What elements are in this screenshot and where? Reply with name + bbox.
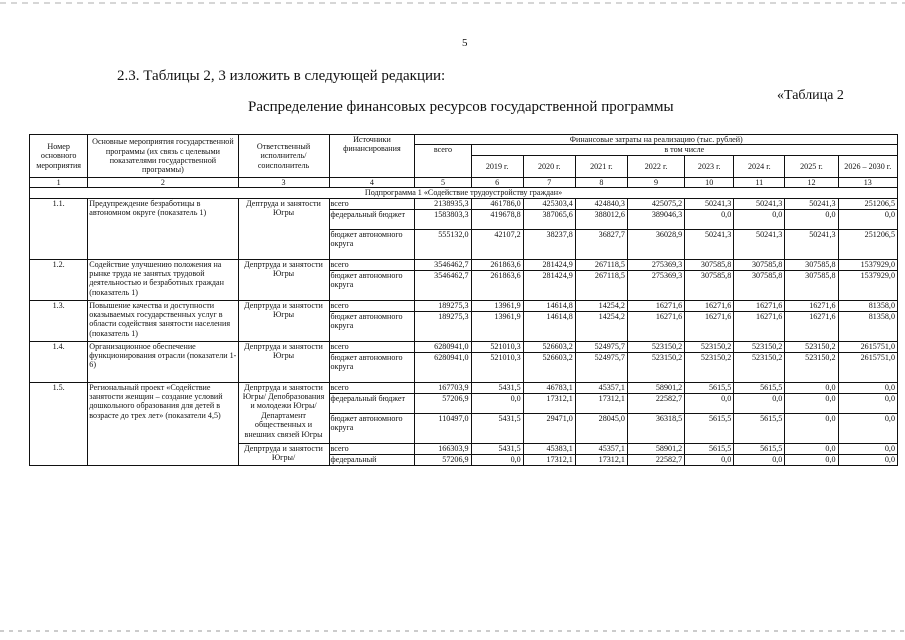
executor: Депртруда и занятости Югры [238, 300, 329, 341]
year-value: 36318,5 [627, 413, 684, 443]
year-value: 1537929,0 [838, 270, 897, 300]
year-value: 524975,7 [575, 352, 627, 382]
year-value: 5431,5 [471, 413, 523, 443]
header-costs: Финансовые затраты на реализацию (тыс. рублей) [415, 135, 898, 145]
year-value: 29471,0 [523, 413, 575, 443]
section-heading: 2.3. Таблицы 2, 3 изложить в следующей редакции: [117, 68, 446, 84]
table-row [30, 341, 898, 352]
year-value: 38237,8 [523, 229, 575, 259]
year-value: 275369,3 [627, 259, 684, 270]
activity-name: Содействие улучшению положения на рынке труда не занятых трудовой деятельностью и безработных граждан (показатель 1) [88, 259, 238, 300]
funding-source: федеральный [329, 454, 415, 465]
executor: Депртруда и занятости Югры [238, 259, 329, 300]
header-year: 2024 г. [734, 155, 785, 177]
year-value: 523150,2 [785, 341, 838, 352]
year-value: 0,0 [838, 393, 897, 413]
activity-name: Региональный проект «Содействие занятости женщин – создание условий дошкольного образования для детей в возрасте до трех лет» (показатели 4,5) [88, 382, 238, 465]
column-index-cell: 2 [88, 177, 238, 187]
year-value: 0,0 [471, 393, 523, 413]
year-value: 267118,5 [575, 259, 627, 270]
year-value: 81358,0 [838, 311, 897, 341]
year-value: 46783,1 [523, 382, 575, 393]
activity-name: Повышение качества и доступности оказываемых государственных услуг в области содействия занятости населения (показатель 1) [88, 300, 238, 341]
year-value: 58901,2 [627, 443, 684, 454]
year-value: 261863,6 [471, 270, 523, 300]
year-value: 0,0 [685, 454, 734, 465]
column-index-row [30, 177, 898, 187]
year-value: 307585,8 [685, 259, 734, 270]
year-value: 419678,8 [471, 209, 523, 229]
year-value: 0,0 [785, 393, 838, 413]
year-value: 13961,9 [471, 300, 523, 311]
year-value: 461786,0 [471, 198, 523, 209]
year-value: 5615,5 [685, 413, 734, 443]
activity-name: Организационное обеспечение функционирования отрасли (показатели 1-6) [88, 341, 238, 382]
funding-source: всего [329, 300, 415, 311]
year-value: 16271,6 [785, 300, 838, 311]
total-value: 3546462,7 [415, 270, 471, 300]
year-value: 58901,2 [627, 382, 684, 393]
table-row [30, 198, 898, 209]
funding-source: всего [329, 443, 415, 454]
year-value: 387065,6 [523, 209, 575, 229]
column-index-cell: 5 [415, 177, 471, 187]
header-incl: в том числе [471, 145, 897, 155]
table-label: «Таблица 2 [777, 88, 844, 103]
year-value: 45383,1 [523, 443, 575, 454]
activity-number: 1.5. [30, 382, 88, 465]
table-title: Распределение финансовых ресурсов государственной программы [248, 99, 674, 115]
header-source: Источники финансирования [329, 135, 415, 178]
year-value: 0,0 [734, 454, 785, 465]
activity-name: Предупреждение безработицы в автономном округе (показатель 1) [88, 198, 238, 259]
funding-source: федеральный бюджет [329, 209, 415, 229]
scan-artifact-bottom [0, 630, 905, 632]
year-value: 16271,6 [685, 300, 734, 311]
header-year: 2026 – 2030 г. [838, 155, 897, 177]
year-value: 50241,3 [785, 198, 838, 209]
year-value: 521010,3 [471, 341, 523, 352]
year-value: 0,0 [838, 454, 897, 465]
year-value: 17312,1 [523, 454, 575, 465]
total-value: 189275,3 [415, 311, 471, 341]
header-total: всего [415, 145, 471, 177]
year-value: 0,0 [838, 443, 897, 454]
total-value: 167703,9 [415, 382, 471, 393]
year-value: 0,0 [838, 382, 897, 393]
year-value: 14614,8 [523, 300, 575, 311]
year-value: 521010,3 [471, 352, 523, 382]
year-value: 523150,2 [785, 352, 838, 382]
year-value: 389046,3 [627, 209, 684, 229]
year-value: 50241,3 [685, 198, 734, 209]
year-value: 16271,6 [627, 311, 684, 341]
funding-source: бюджет автономного округа [329, 270, 415, 300]
year-value: 28045,0 [575, 413, 627, 443]
year-value: 523150,2 [627, 341, 684, 352]
header-year: 2023 г. [685, 155, 734, 177]
column-index-cell: 12 [785, 177, 838, 187]
year-value: 5615,5 [685, 382, 734, 393]
executor: Депртруда и занятости Югры [238, 341, 329, 382]
year-value: 0,0 [734, 393, 785, 413]
funding-source: всего [329, 259, 415, 270]
year-value: 0,0 [838, 413, 897, 443]
year-value: 523150,2 [685, 341, 734, 352]
year-value: 267118,5 [575, 270, 627, 300]
year-value: 307585,8 [734, 270, 785, 300]
header-num: Номер основного мероприятия [30, 135, 88, 178]
activity-number: 1.4. [30, 341, 88, 382]
year-value: 307585,8 [685, 270, 734, 300]
year-value: 45357,1 [575, 382, 627, 393]
year-value: 50241,3 [734, 229, 785, 259]
year-value: 424840,3 [575, 198, 627, 209]
column-index-cell: 3 [238, 177, 329, 187]
total-value: 110497,0 [415, 413, 471, 443]
year-value: 45357,1 [575, 443, 627, 454]
total-value: 166303,9 [415, 443, 471, 454]
funding-source: бюджет автономного округа [329, 311, 415, 341]
year-value: 16271,6 [627, 300, 684, 311]
header-year: 2021 г. [575, 155, 627, 177]
header-year: 2020 г. [523, 155, 575, 177]
table-row [30, 300, 898, 311]
year-value: 5431,5 [471, 382, 523, 393]
year-value: 14254,2 [575, 311, 627, 341]
subprogram-title: Подпрограмма 1 «Содействие трудоустройству граждан» [30, 188, 898, 198]
total-value: 2138935,3 [415, 198, 471, 209]
executor: Дептруда и занятости Югры [238, 198, 329, 259]
year-value: 261863,6 [471, 259, 523, 270]
column-index-cell: 4 [329, 177, 415, 187]
year-value: 275369,3 [627, 270, 684, 300]
year-value: 0,0 [785, 413, 838, 443]
total-value: 555132,0 [415, 229, 471, 259]
funding-source: бюджет автономного округа [329, 413, 415, 443]
year-value: 22582,7 [627, 454, 684, 465]
header-year: 2025 г. [785, 155, 838, 177]
year-value: 16271,6 [685, 311, 734, 341]
table-row [30, 382, 898, 393]
year-value: 307585,8 [785, 270, 838, 300]
column-index-cell: 13 [838, 177, 897, 187]
year-value: 5431,5 [471, 443, 523, 454]
header-year: 2019 г. [471, 155, 523, 177]
column-index-cell: 7 [523, 177, 575, 187]
year-value: 0,0 [838, 209, 897, 229]
header-executor: Ответственный исполнитель/ соисполнитель [238, 135, 329, 178]
year-value: 36827,7 [575, 229, 627, 259]
year-value: 251206,5 [838, 229, 897, 259]
column-index-cell: 1 [30, 177, 88, 187]
total-value: 189275,3 [415, 300, 471, 311]
header-year: 2022 г. [627, 155, 684, 177]
executor: Депртруда и занятости Югры/ [238, 443, 329, 465]
year-value: 2615751,0 [838, 341, 897, 352]
column-index-cell: 8 [575, 177, 627, 187]
year-value: 523150,2 [627, 352, 684, 382]
year-value: 5615,5 [734, 443, 785, 454]
year-value: 50241,3 [785, 229, 838, 259]
total-value: 6280941,0 [415, 352, 471, 382]
year-value: 0,0 [785, 382, 838, 393]
year-value: 22582,7 [627, 393, 684, 413]
year-value: 0,0 [785, 443, 838, 454]
year-value: 388012,6 [575, 209, 627, 229]
year-value: 0,0 [734, 209, 785, 229]
year-value: 1537929,0 [838, 259, 897, 270]
year-value: 251206,5 [838, 198, 897, 209]
year-value: 0,0 [685, 209, 734, 229]
year-value: 307585,8 [734, 259, 785, 270]
total-value: 57206,9 [415, 454, 471, 465]
executor: Депртруда и занятости Югры/ Депобразования и молодежи Югры/ Департамент общественных и внешних связей Югры [238, 382, 329, 443]
total-value: 6280941,0 [415, 341, 471, 352]
year-value: 523150,2 [734, 341, 785, 352]
year-value: 5615,5 [685, 443, 734, 454]
total-value: 1583803,3 [415, 209, 471, 229]
year-value: 2615751,0 [838, 352, 897, 382]
activity-number: 1.1. [30, 198, 88, 259]
year-value: 0,0 [471, 454, 523, 465]
table-row [30, 259, 898, 270]
total-value: 3546462,7 [415, 259, 471, 270]
column-index-cell: 9 [627, 177, 684, 187]
year-value: 526603,2 [523, 352, 575, 382]
year-value: 16271,6 [734, 311, 785, 341]
year-value: 307585,8 [785, 259, 838, 270]
funding-source: всего [329, 382, 415, 393]
year-value: 50241,3 [685, 229, 734, 259]
financial-table [29, 134, 898, 466]
year-value: 42107,2 [471, 229, 523, 259]
year-value: 17312,1 [575, 393, 627, 413]
year-value: 36028,9 [627, 229, 684, 259]
year-value: 281424,9 [523, 270, 575, 300]
funding-source: всего [329, 198, 415, 209]
funding-source: федеральный бюджет [329, 393, 415, 413]
year-value: 81358,0 [838, 300, 897, 311]
year-value: 17312,1 [523, 393, 575, 413]
year-value: 281424,9 [523, 259, 575, 270]
column-index-cell: 11 [734, 177, 785, 187]
year-value: 14614,8 [523, 311, 575, 341]
year-value: 0,0 [785, 209, 838, 229]
funding-source: всего [329, 341, 415, 352]
year-value: 425075,2 [627, 198, 684, 209]
scan-artifact-top [0, 2, 905, 4]
header-activity: Основные мероприятия государственной программы (их связь с целевыми показателями государственной программы) [88, 135, 238, 178]
year-value: 0,0 [685, 393, 734, 413]
year-value: 16271,6 [734, 300, 785, 311]
year-value: 5615,5 [734, 382, 785, 393]
page-number: 5 [462, 37, 468, 49]
year-value: 16271,6 [785, 311, 838, 341]
activity-number: 1.2. [30, 259, 88, 300]
year-value: 13961,9 [471, 311, 523, 341]
year-value: 524975,7 [575, 341, 627, 352]
year-value: 5615,5 [734, 413, 785, 443]
year-value: 523150,2 [685, 352, 734, 382]
year-value: 50241,3 [734, 198, 785, 209]
activity-number: 1.3. [30, 300, 88, 341]
year-value: 526603,2 [523, 341, 575, 352]
funding-source: бюджет автономного округа [329, 229, 415, 259]
year-value: 425303,4 [523, 198, 575, 209]
column-index-cell: 10 [685, 177, 734, 187]
year-value: 523150,2 [734, 352, 785, 382]
year-value: 14254,2 [575, 300, 627, 311]
funding-source: бюджет автономного округа [329, 352, 415, 382]
year-value: 0,0 [785, 454, 838, 465]
total-value: 57206,9 [415, 393, 471, 413]
year-value: 17312,1 [575, 454, 627, 465]
column-index-cell: 6 [471, 177, 523, 187]
